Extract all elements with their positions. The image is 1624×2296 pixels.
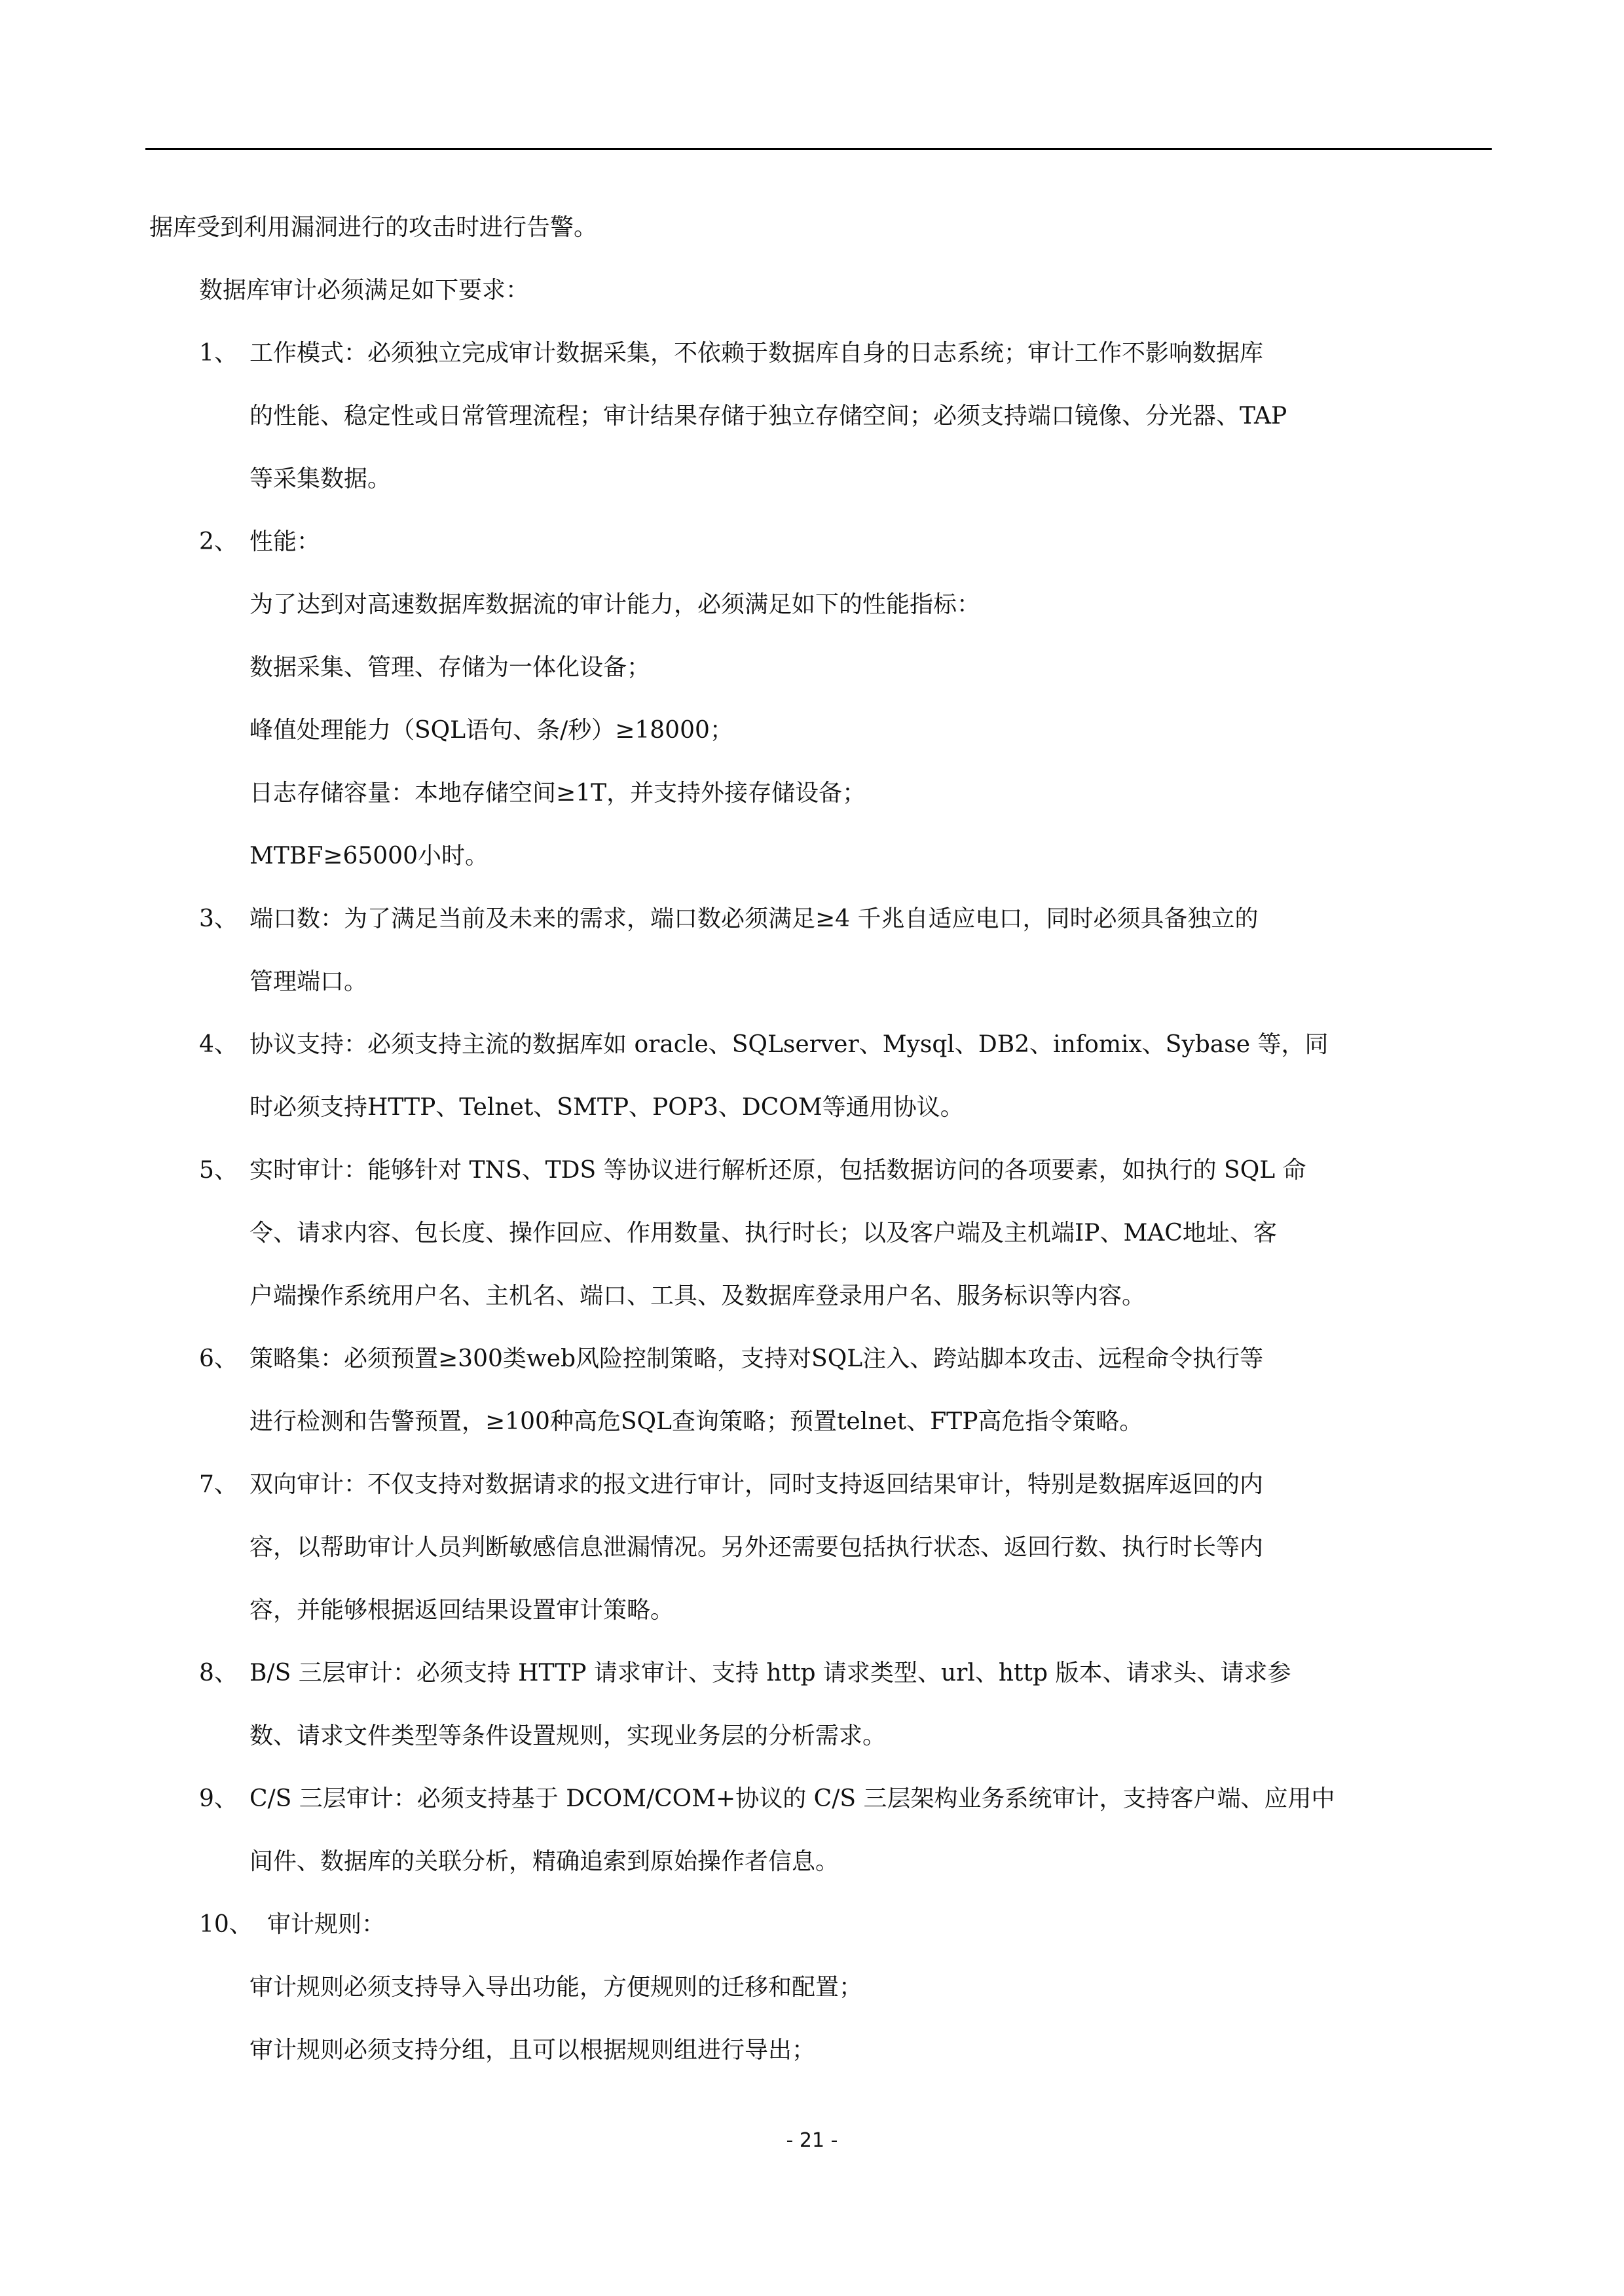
list-item-text: 间件、数据库的关联分析，精确追索到原始操作者信息。 — [249, 1848, 840, 1875]
list-item-number: 10、 — [199, 1911, 253, 1938]
list-item-text: 容，以帮助审计人员判断敏感信息泄漏情况。另外还需要包括执行状态、返回行数、执行时长等内 — [249, 1534, 1264, 1561]
list-item-text: 为了达到对高速数据库数据流的审计能力，必须满足如下的性能指标： — [249, 591, 981, 618]
list-item-number: 6、 — [199, 1345, 238, 1372]
list-item-text: 户端操作系统用户名、主机名、端口、工具、及数据库登录用户名、服务标识等内容。 — [249, 1283, 1146, 1309]
list-item-text: 容，并能够根据返回结果设置审计策略。 — [249, 1597, 674, 1624]
list-item-text: 时必须支持HTTP、Telnet、SMTP、POP3、DCOM等通用协议。 — [249, 1094, 964, 1121]
list-item-text: 进行检测和告警预置，≥100种高危SQL查询策略；预置telnet、FTP高危指令策略。 — [249, 1408, 1143, 1435]
list-item-text: 性能： — [249, 528, 321, 555]
header-rule — [145, 148, 1492, 150]
list-item-text: 管理端口。 — [249, 968, 368, 995]
list-item-text: 策略集：必须预置≥300类web风险控制策略，支持对SQL注入、跨站脚本攻击、远程命令执行等 — [249, 1345, 1264, 1372]
list-item-text: MTBF≥65000小时。 — [249, 843, 489, 869]
list-item-number: 3、 — [199, 905, 238, 932]
list-item-text: 协议支持：必须支持主流的数据库如 oracle、SQLserver、Mysql、DB2、infomix、Sybase 等，同 — [249, 1031, 1329, 1058]
list-item-number: 2、 — [199, 528, 238, 555]
list-item-text: 数据采集、管理、存储为一体化设备； — [249, 654, 651, 681]
list-item-text: 等采集数据。 — [249, 465, 392, 492]
list-item-number: 1、 — [199, 340, 238, 367]
list-item-text: C/S 三层审计：必须支持基于 DCOM/COM+协议的 C/S 三层架构业务系统审计，支持客户端、应用中 — [249, 1785, 1335, 1812]
list-item-text: 审计规则： — [267, 1911, 386, 1938]
list-item-text: 双向审计：不仅支持对数据请求的报文进行审计，同时支持返回结果审计，特别是数据库返回的内 — [249, 1471, 1264, 1498]
list-item-text: 的性能、稳定性或日常管理流程；审计结果存储于独立存储空间；必须支持端口镜像、分光器、TAP — [249, 403, 1287, 429]
list-item-text: 审计规则必须支持导入导出功能，方便规则的迁移和配置； — [249, 1974, 863, 2001]
list-item-text: 端口数：为了满足当前及未来的需求，端口数必须满足≥4 千兆自适应电口，同时必须具备独立的 — [249, 905, 1259, 932]
page-number: - 21 - — [786, 2129, 838, 2152]
list-item-number: 4、 — [199, 1031, 238, 1058]
continuation-paragraph: 据库受到利用漏洞进行的攻击时进行告警。 — [149, 214, 598, 241]
list-item-text: 日志存储容量：本地存储空间≥1T，并支持外接存储设备； — [249, 780, 866, 807]
list-item-number: 8、 — [199, 1660, 238, 1686]
list-item-text: 峰值处理能力（SQL语句、条/秒）≥18000； — [249, 717, 733, 744]
list-item-text: 工作模式：必须独立完成审计数据采集，不依赖于数据库自身的日志系统；审计工作不影响数据库 — [249, 340, 1264, 367]
list-item-text: 实时审计：能够针对 TNS、TDS 等协议进行解析还原，包括数据访问的各项要素，如执行的 SQL 命 — [249, 1157, 1306, 1184]
list-item-number: 5、 — [199, 1157, 238, 1184]
intro-paragraph: 数据库审计必须满足如下要求： — [199, 277, 530, 304]
list-item-text: B/S 三层审计：必须支持 HTTP 请求审计、支持 http 请求类型、url、http 版本、请求头、请求参 — [249, 1660, 1291, 1686]
list-item-text: 审计规则必须支持分组，且可以根据规则组进行导出； — [249, 2037, 816, 2064]
list-item-number: 9、 — [199, 1785, 238, 1812]
list-item-text: 令、请求内容、包长度、操作回应、作用数量、执行时长；以及客户端及主机端IP、MAC地址、客 — [249, 1220, 1277, 1247]
list-item-text: 数、请求文件类型等条件设置规则，实现业务层的分析需求。 — [249, 1722, 887, 1749]
list-item-number: 7、 — [199, 1471, 238, 1498]
